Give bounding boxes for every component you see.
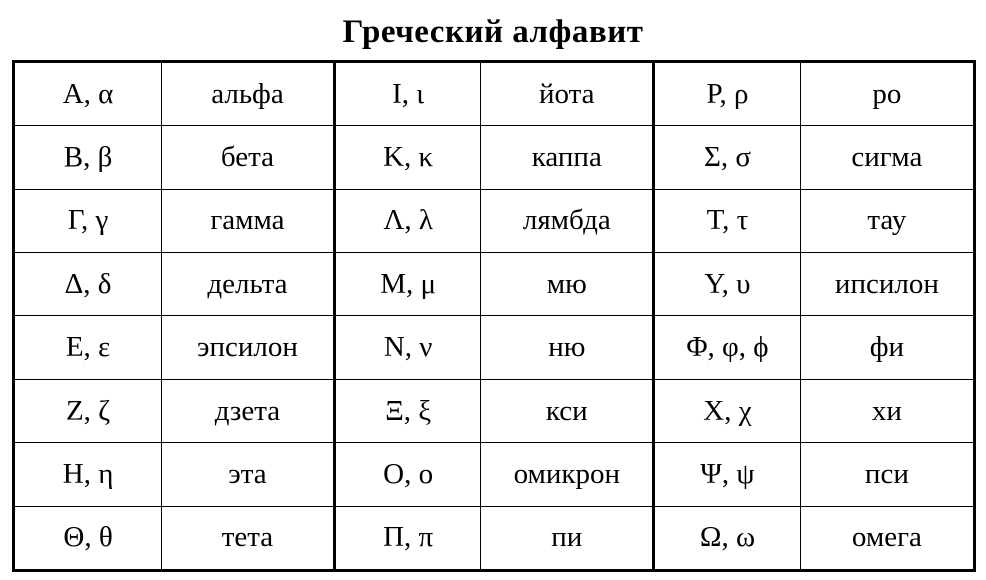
letter-cell: Θ, θ xyxy=(15,506,162,569)
letter-cell: Β, β xyxy=(15,126,162,189)
letter-cell: Α, α xyxy=(15,63,162,126)
letter-cell: Ρ, ρ xyxy=(654,63,801,126)
name-cell: лямбда xyxy=(481,189,654,252)
name-cell: эпсилон xyxy=(162,316,335,379)
name-cell: хи xyxy=(800,379,973,442)
name-cell: дельта xyxy=(162,252,335,315)
name-cell: каппа xyxy=(481,126,654,189)
letter-cell: Υ, υ xyxy=(654,252,801,315)
letter-cell: Η, η xyxy=(15,443,162,506)
name-cell: пи xyxy=(481,506,654,569)
letter-cell: Π, π xyxy=(334,506,481,569)
name-cell: бета xyxy=(162,126,335,189)
name-cell: омега xyxy=(800,506,973,569)
letter-cell: Κ, κ xyxy=(334,126,481,189)
name-cell: ипсилон xyxy=(800,252,973,315)
table-row xyxy=(15,506,973,569)
letter-cell: Ξ, ξ xyxy=(334,379,481,442)
table-row xyxy=(15,379,973,442)
table-row xyxy=(15,443,973,506)
name-cell: омикрон xyxy=(481,443,654,506)
name-cell: тау xyxy=(800,189,973,252)
name-cell: фи xyxy=(800,316,973,379)
page-title: Греческий алфавит xyxy=(342,14,644,50)
name-cell: ро xyxy=(800,63,973,126)
letter-cell: Χ, χ xyxy=(654,379,801,442)
table-row xyxy=(15,316,973,379)
letter-cell: Ν, ν xyxy=(334,316,481,379)
table-row xyxy=(15,189,973,252)
name-cell: тета xyxy=(162,506,335,569)
alphabet-grid xyxy=(15,63,973,569)
table-row xyxy=(15,63,973,126)
greek-alphabet-table xyxy=(12,60,976,572)
letter-cell: Ο, ο xyxy=(334,443,481,506)
letter-cell: Ψ, ψ xyxy=(654,443,801,506)
name-cell: сигма xyxy=(800,126,973,189)
name-cell: пси xyxy=(800,443,973,506)
name-cell: кси xyxy=(481,379,654,442)
table-row xyxy=(15,252,973,315)
name-cell: йота xyxy=(481,63,654,126)
name-cell: гамма xyxy=(162,189,335,252)
table-row xyxy=(15,126,973,189)
name-cell: альфа xyxy=(162,63,335,126)
name-cell: мю xyxy=(481,252,654,315)
letter-cell: Μ, μ xyxy=(334,252,481,315)
name-cell: эта xyxy=(162,443,335,506)
letter-cell: Γ, γ xyxy=(15,189,162,252)
letter-cell: Ω, ω xyxy=(654,506,801,569)
letter-cell: Φ, φ, ϕ xyxy=(654,316,801,379)
letter-cell: Ι, ι xyxy=(334,63,481,126)
letter-cell: Τ, τ xyxy=(654,189,801,252)
letter-cell: Ε, ε xyxy=(15,316,162,379)
letter-cell: Δ, δ xyxy=(15,252,162,315)
letter-cell: Σ, σ xyxy=(654,126,801,189)
alphabet-body xyxy=(15,63,973,569)
letter-cell: Λ, λ xyxy=(334,189,481,252)
name-cell: ню xyxy=(481,316,654,379)
letter-cell: Ζ, ζ xyxy=(15,379,162,442)
name-cell: дзета xyxy=(162,379,335,442)
